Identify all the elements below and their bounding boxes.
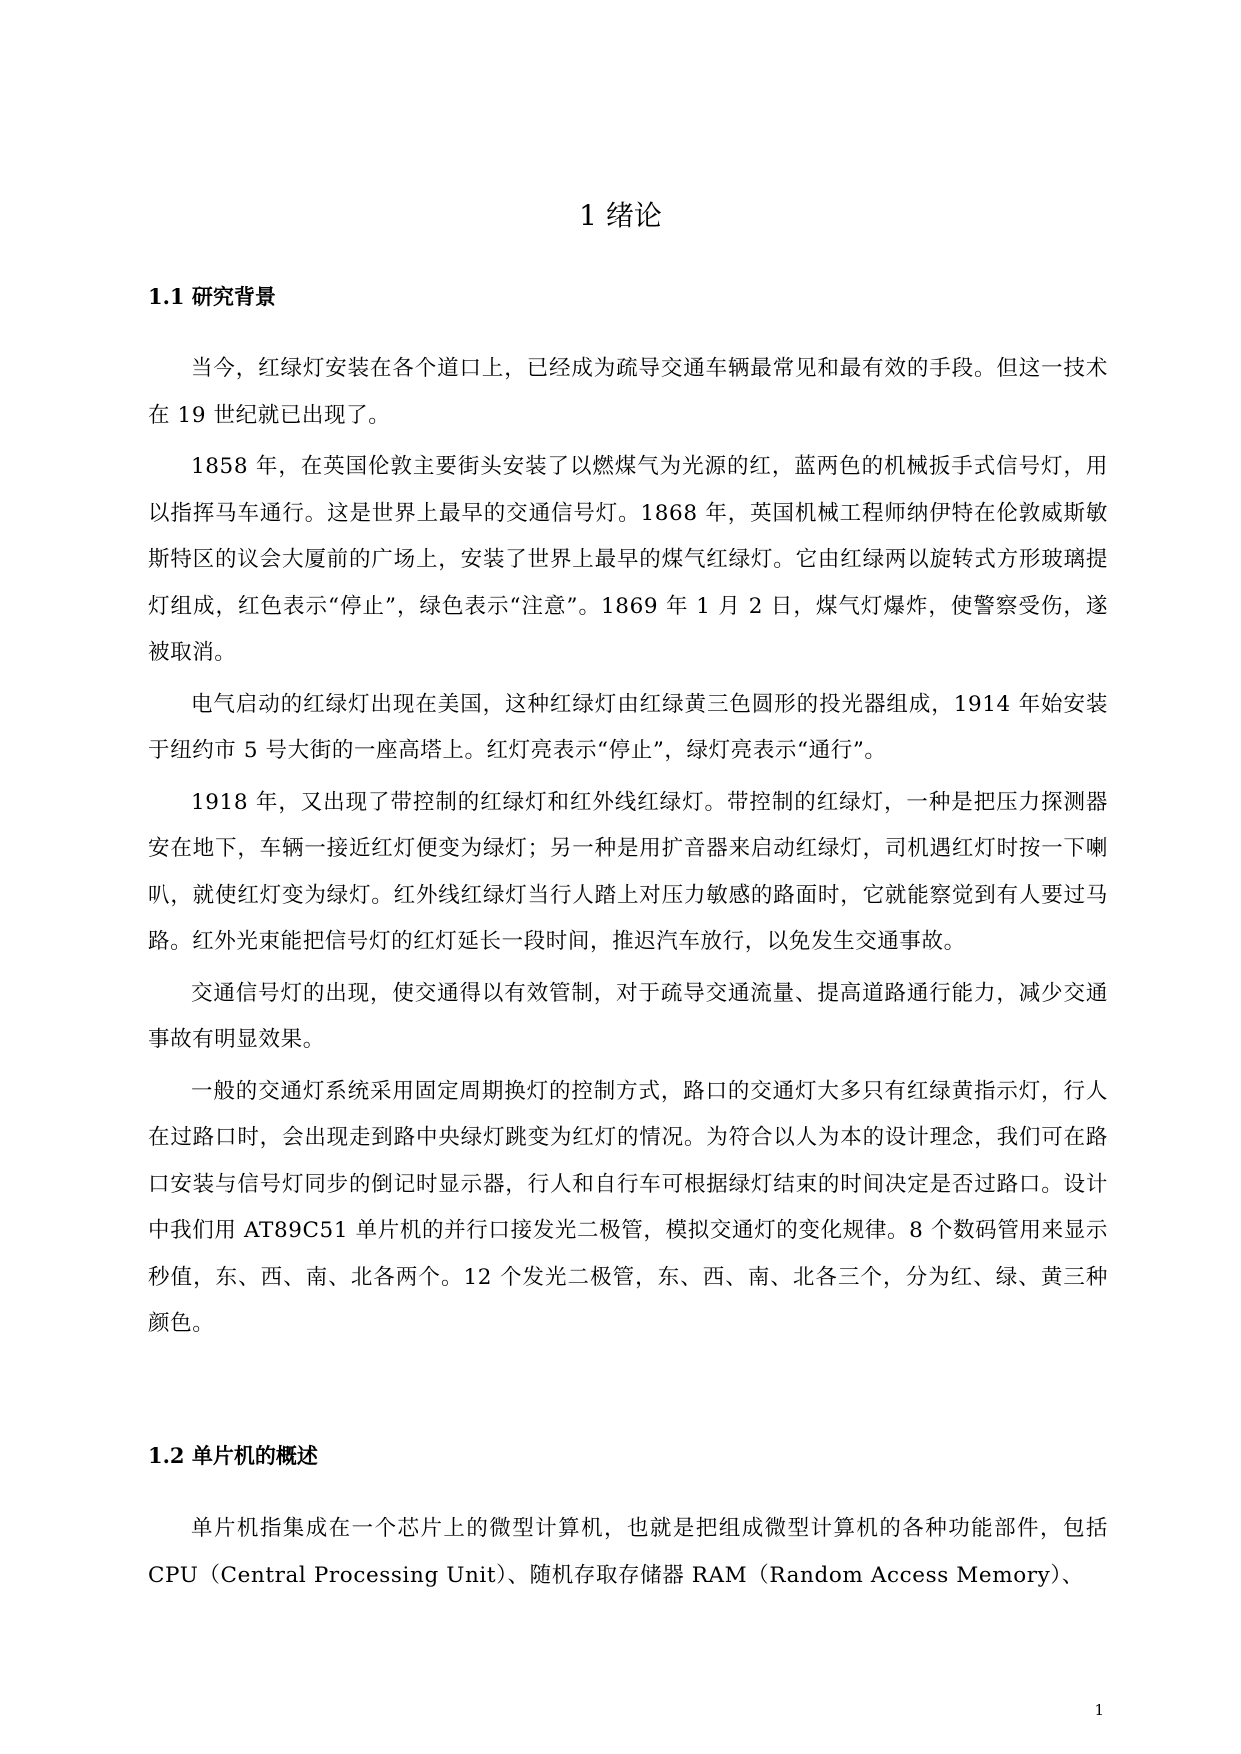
- paragraph: 1918 年，又出现了带控制的红绿灯和红外线红绿灯。带控制的红绿灯，一种是把压力探测器安在地下，车辆一接近红灯便变为绿灯；另一种是用扩音器来启动红绿灯，司机遇红灯时按一下喇叭，就使红灯变为绿灯。红外线红绿灯当行人踏上对压力敏感的路面时，它就能察觉到有人要过马路。红外光束能把信号灯的红灯延长一段时间，推迟汽车放行，以免发生交通事故。: [148, 789, 1108, 954]
- section-body-1-2: [148, 1506, 1108, 1604]
- section-body-1-1: [148, 346, 1108, 1353]
- paragraph: 一般的交通灯系统采用固定周期换灯的控制方式，路口的交通灯大多只有红绿黄指示灯，行人在过路口时，会出现走到路中央绿灯跳变为红灯的情况。为符合以人为本的设计理念，我们可在路口安装与信号灯同步的倒记时显示器，行人和自行车可根据绿灯结束的时间决定是否过路口。设计中我们用 AT89C51 单片机的并行口接发光二极管，模拟交通灯的变化规律。8 个数码管用来显示秒值，东、西、南、北各两个。12 个发光二极管，东、西、南、北各三个，分为红、绿、黄三种颜色。: [148, 1078, 1108, 1336]
- paragraph: 单片机指集成在一个芯片上的微型计算机，也就是把组成微型计算机的各种功能部件，包括 CPU（Central Processing Unit）、随机存取存储器 RAM（Random Access Memory）、: [148, 1516, 1108, 1588]
- section-heading-1-2: 1.2 单片机的概述: [148, 1443, 318, 1468]
- paragraph: 交通信号灯的出现，使交通得以有效管制，对于疏导交通流量、提高道路通行能力，减少交通事故有明显效果。: [148, 980, 1108, 1052]
- paragraph: 当今，红绿灯安装在各个道口上，已经成为疏导交通车辆最常见和最有效的手段。但这一技术在 19 世纪就已出现了。: [148, 356, 1108, 428]
- chapter-title: 1 绪论: [579, 199, 662, 232]
- page-number: 1: [1094, 1701, 1104, 1719]
- paragraph: 电气启动的红绿灯出现在美国，这种红绿灯由红绿黄三色圆形的投光器组成，1914 年始安装于纽约市 5 号大街的一座高塔上。红灯亮表示“停止”，绿灯亮表示“通行”。: [148, 691, 1108, 763]
- section-heading-1-1: 1.1 研究背景: [148, 284, 276, 309]
- paragraph: 1858 年，在英国伦敦主要街头安装了以燃煤气为光源的红，蓝两色的机械扳手式信号灯，用以指挥马车通行。这是世界上最早的交通信号灯。1868 年，英国机械工程师纳伊特在伦敦威斯敏斯特区的议会大厦前的广场上，安装了世界上最早的煤气红绿灯。它由红绿两以旋转式方形玻璃提灯组成，红色表示“停止”，绿色表示“注意”。1869 年 1 月 2 日，煤气灯爆炸，使警察受伤，遂被取消。: [148, 454, 1108, 665]
